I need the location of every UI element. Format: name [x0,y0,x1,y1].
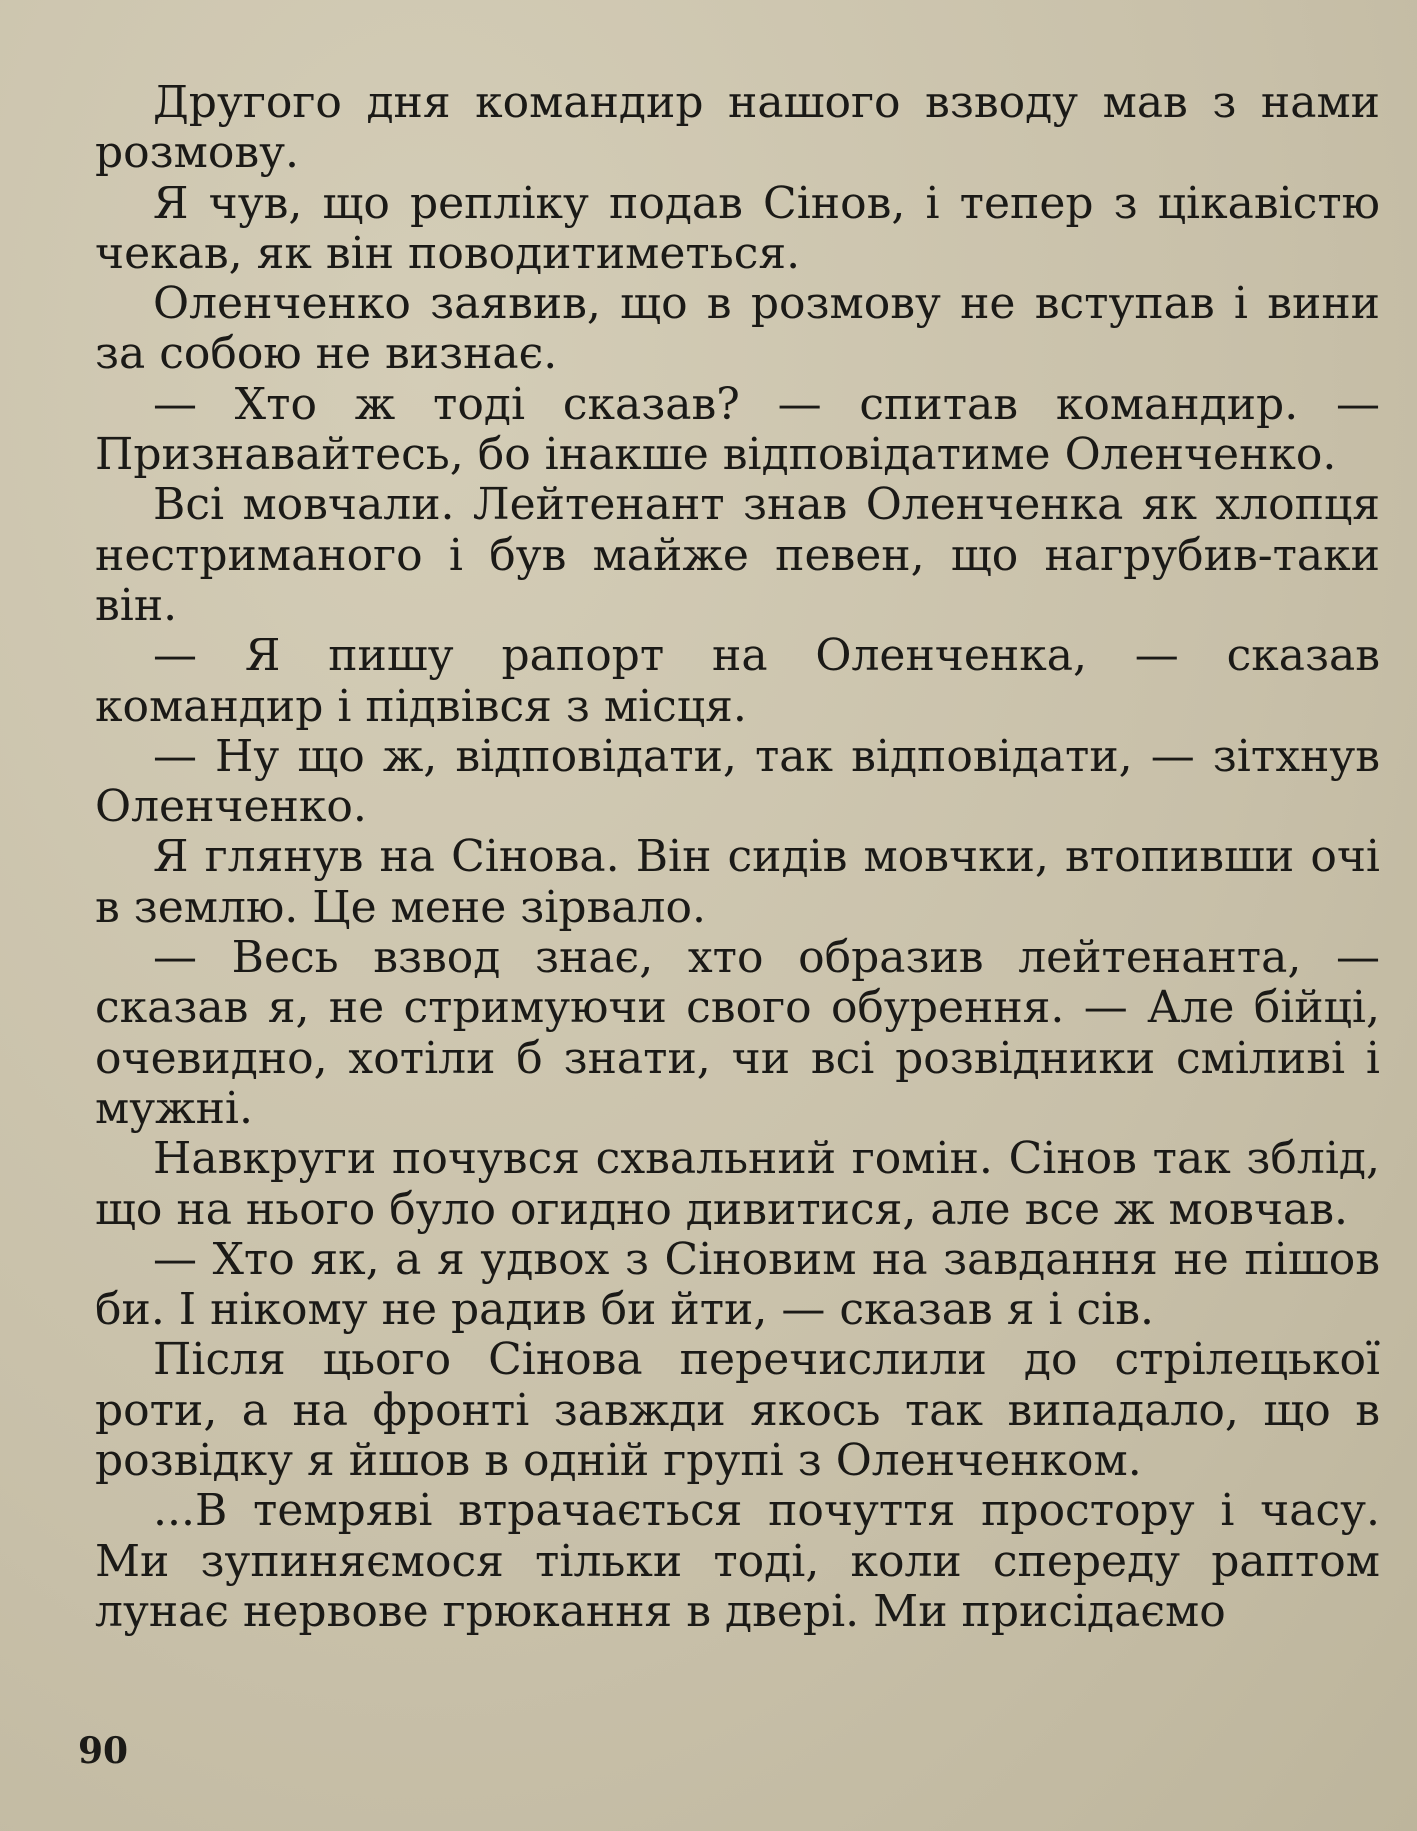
paragraph: Я чув, що репліку подав Сінов, і тепер з цікавістю чекав, як він поводитиметься. [95,177,1380,279]
paragraph: Після цього Сінова перечислили до стрілецької роти, а на фронті завжди якось так випадало, що в розвідку я йшов в одній групі з Оленченком. [95,1334,1380,1487]
paragraph: — Хто ж тоді сказав? — спитав командир. — Признавайтесь, бо інакше відповідатиме Оленченко. [95,378,1380,481]
paragraph: — Я пишу рапорт на Оленченка, — сказав командир і підвівся з місця. [95,630,1380,732]
paragraph: Оленченко заявив, що в розмову не вступав і вини за собою не визнає. [95,278,1380,380]
paragraph: — Ну що ж, відповідати, так відповідати, — зітхнув Оленченко. [95,730,1380,833]
paragraph: — Весь взвод знає, хто образив лейтенанта, — сказав я, не стримуючи свого обурення. — Але бійці, очевидно, хотіли б знати, чи всі розвідники сміливі і мужні. [95,932,1380,1134]
paragraph: — Хто як, а я удвох з Сіновим на завдання не пішов би. І нікому не радив би йти, — сказав я і сів. [95,1233,1380,1336]
paragraph: Другого дня командир нашого взводу мав з нами розмову. [95,77,1380,179]
paragraph: Навкруги почувся схвальний гомін. Сінов так зблід, що на нього було огидно дивитися, але все ж мовчав. [95,1133,1380,1235]
page-number: 90 [78,1730,129,1772]
paragraph: Всі мовчали. Лейтенант знав Оленченка як хлопця нестриманого і був майже певен, що нагрубив-таки він. [95,479,1380,631]
paragraph: Я глянув на Сінова. Він сидів мовчки, втопивши очі в землю. Це мене зірвало. [95,831,1380,933]
page-text [95,78,1380,1637]
paragraph: ...В темряві втрачається почуття простору і часу. Ми зупиняємося тільки тоді, коли спереду раптом лунає нервове грюкання в двері. Ми присідаємо [95,1485,1380,1637]
